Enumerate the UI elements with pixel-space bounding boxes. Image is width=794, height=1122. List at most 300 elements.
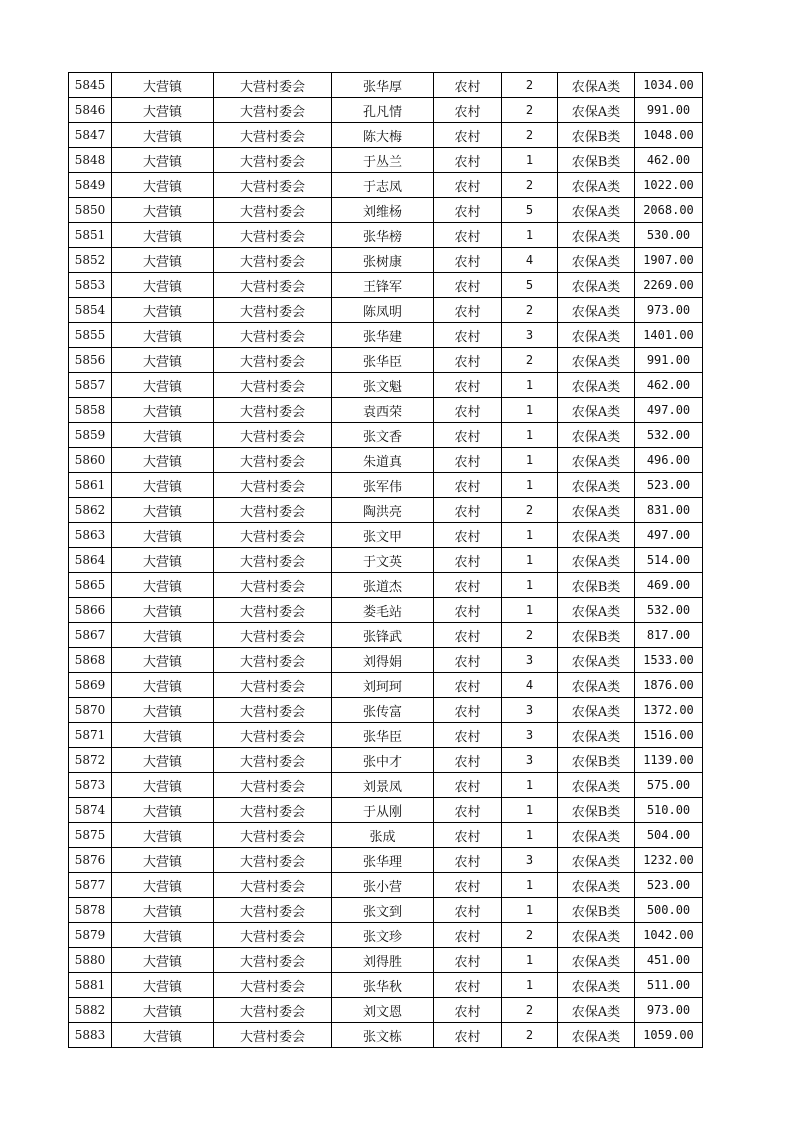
cell-village-committee: 大营村委会 xyxy=(214,823,332,848)
cell-insurance-category: 农保A类 xyxy=(558,998,635,1023)
cell-amount: 523.00 xyxy=(635,473,703,498)
cell-household-type: 农村 xyxy=(434,998,502,1023)
cell-row-id: 5866 xyxy=(69,598,112,623)
cell-village-committee: 大营村委会 xyxy=(214,173,332,198)
table-row xyxy=(69,98,703,123)
cell-amount: 991.00 xyxy=(635,98,703,123)
cell-insurance-category: 农保A类 xyxy=(558,648,635,673)
cell-member-count: 1 xyxy=(502,973,558,998)
cell-insurance-category: 农保A类 xyxy=(558,448,635,473)
cell-name: 于文英 xyxy=(332,548,434,573)
cell-row-id: 5877 xyxy=(69,873,112,898)
cell-name: 张传富 xyxy=(332,698,434,723)
cell-household-type: 农村 xyxy=(434,298,502,323)
cell-name: 张军伟 xyxy=(332,473,434,498)
table-row xyxy=(69,273,703,298)
cell-row-id: 5848 xyxy=(69,148,112,173)
cell-village-committee: 大营村委会 xyxy=(214,123,332,148)
cell-member-count: 3 xyxy=(502,848,558,873)
table-row xyxy=(69,823,703,848)
cell-insurance-category: 农保A类 xyxy=(558,698,635,723)
cell-insurance-category: 农保A类 xyxy=(558,198,635,223)
table-row xyxy=(69,373,703,398)
cell-household-type: 农村 xyxy=(434,398,502,423)
table-row xyxy=(69,698,703,723)
cell-member-count: 1 xyxy=(502,898,558,923)
cell-row-id: 5852 xyxy=(69,248,112,273)
cell-household-type: 农村 xyxy=(434,273,502,298)
cell-member-count: 1 xyxy=(502,523,558,548)
cell-town: 大营镇 xyxy=(112,98,214,123)
cell-name: 刘维杨 xyxy=(332,198,434,223)
cell-amount: 469.00 xyxy=(635,573,703,598)
cell-name: 张锋武 xyxy=(332,623,434,648)
cell-amount: 462.00 xyxy=(635,373,703,398)
table-row xyxy=(69,323,703,348)
cell-village-committee: 大营村委会 xyxy=(214,448,332,473)
cell-member-count: 1 xyxy=(502,823,558,848)
cell-insurance-category: 农保A类 xyxy=(558,423,635,448)
cell-member-count: 2 xyxy=(502,923,558,948)
cell-row-id: 5863 xyxy=(69,523,112,548)
table-row xyxy=(69,73,703,98)
cell-member-count: 1 xyxy=(502,448,558,473)
table-body xyxy=(69,73,703,1048)
cell-household-type: 农村 xyxy=(434,648,502,673)
cell-member-count: 1 xyxy=(502,798,558,823)
cell-member-count: 2 xyxy=(502,298,558,323)
cell-amount: 511.00 xyxy=(635,973,703,998)
cell-insurance-category: 农保A类 xyxy=(558,373,635,398)
cell-amount: 973.00 xyxy=(635,298,703,323)
cell-household-type: 农村 xyxy=(434,548,502,573)
cell-household-type: 农村 xyxy=(434,523,502,548)
cell-town: 大营镇 xyxy=(112,548,214,573)
cell-name: 张道杰 xyxy=(332,573,434,598)
cell-household-type: 农村 xyxy=(434,598,502,623)
cell-row-id: 5880 xyxy=(69,948,112,973)
cell-household-type: 农村 xyxy=(434,498,502,523)
cell-member-count: 3 xyxy=(502,748,558,773)
cell-amount: 1048.00 xyxy=(635,123,703,148)
cell-amount: 532.00 xyxy=(635,423,703,448)
table-row xyxy=(69,598,703,623)
cell-household-type: 农村 xyxy=(434,973,502,998)
cell-row-id: 5870 xyxy=(69,698,112,723)
cell-town: 大营镇 xyxy=(112,848,214,873)
table-row xyxy=(69,448,703,473)
cell-household-type: 农村 xyxy=(434,173,502,198)
cell-amount: 831.00 xyxy=(635,498,703,523)
cell-row-id: 5846 xyxy=(69,98,112,123)
cell-row-id: 5864 xyxy=(69,548,112,573)
cell-amount: 1401.00 xyxy=(635,323,703,348)
cell-household-type: 农村 xyxy=(434,98,502,123)
cell-row-id: 5857 xyxy=(69,373,112,398)
cell-household-type: 农村 xyxy=(434,898,502,923)
cell-name: 陈凤明 xyxy=(332,298,434,323)
cell-town: 大营镇 xyxy=(112,123,214,148)
cell-town: 大营镇 xyxy=(112,223,214,248)
cell-household-type: 农村 xyxy=(434,698,502,723)
table-row xyxy=(69,248,703,273)
cell-insurance-category: 农保A类 xyxy=(558,948,635,973)
table-row xyxy=(69,948,703,973)
cell-household-type: 农村 xyxy=(434,723,502,748)
table-row xyxy=(69,648,703,673)
cell-village-committee: 大营村委会 xyxy=(214,398,332,423)
cell-row-id: 5862 xyxy=(69,498,112,523)
cell-name: 张华理 xyxy=(332,848,434,873)
cell-village-committee: 大营村委会 xyxy=(214,898,332,923)
cell-insurance-category: 农保A类 xyxy=(558,1023,635,1048)
cell-row-id: 5847 xyxy=(69,123,112,148)
cell-row-id: 5853 xyxy=(69,273,112,298)
cell-village-committee: 大营村委会 xyxy=(214,948,332,973)
cell-village-committee: 大营村委会 xyxy=(214,373,332,398)
cell-town: 大营镇 xyxy=(112,73,214,98)
cell-amount: 1022.00 xyxy=(635,173,703,198)
cell-town: 大营镇 xyxy=(112,473,214,498)
cell-member-count: 4 xyxy=(502,248,558,273)
table-row xyxy=(69,973,703,998)
cell-row-id: 5879 xyxy=(69,923,112,948)
cell-insurance-category: 农保B类 xyxy=(558,123,635,148)
cell-household-type: 农村 xyxy=(434,198,502,223)
cell-household-type: 农村 xyxy=(434,773,502,798)
cell-name: 张小营 xyxy=(332,873,434,898)
cell-amount: 497.00 xyxy=(635,523,703,548)
cell-amount: 1907.00 xyxy=(635,248,703,273)
table-row xyxy=(69,148,703,173)
cell-insurance-category: 农保B类 xyxy=(558,623,635,648)
cell-name: 张文到 xyxy=(332,898,434,923)
cell-name: 刘得胜 xyxy=(332,948,434,973)
cell-town: 大营镇 xyxy=(112,723,214,748)
cell-village-committee: 大营村委会 xyxy=(214,873,332,898)
cell-name: 刘珂珂 xyxy=(332,673,434,698)
cell-row-id: 5851 xyxy=(69,223,112,248)
cell-row-id: 5865 xyxy=(69,573,112,598)
cell-town: 大营镇 xyxy=(112,448,214,473)
cell-amount: 530.00 xyxy=(635,223,703,248)
cell-town: 大营镇 xyxy=(112,798,214,823)
cell-member-count: 1 xyxy=(502,548,558,573)
cell-town: 大营镇 xyxy=(112,973,214,998)
cell-amount: 817.00 xyxy=(635,623,703,648)
cell-member-count: 1 xyxy=(502,573,558,598)
cell-town: 大营镇 xyxy=(112,373,214,398)
table-row xyxy=(69,748,703,773)
cell-village-committee: 大营村委会 xyxy=(214,648,332,673)
cell-row-id: 5876 xyxy=(69,848,112,873)
cell-row-id: 5878 xyxy=(69,898,112,923)
cell-amount: 523.00 xyxy=(635,873,703,898)
cell-row-id: 5861 xyxy=(69,473,112,498)
cell-village-committee: 大营村委会 xyxy=(214,698,332,723)
cell-insurance-category: 农保A类 xyxy=(558,473,635,498)
cell-member-count: 2 xyxy=(502,73,558,98)
table-row xyxy=(69,1023,703,1048)
table-row xyxy=(69,523,703,548)
cell-row-id: 5867 xyxy=(69,623,112,648)
data-table xyxy=(68,72,703,1048)
cell-household-type: 农村 xyxy=(434,223,502,248)
table-row xyxy=(69,998,703,1023)
cell-household-type: 农村 xyxy=(434,623,502,648)
cell-amount: 1516.00 xyxy=(635,723,703,748)
table-row xyxy=(69,348,703,373)
cell-village-committee: 大营村委会 xyxy=(214,323,332,348)
cell-member-count: 2 xyxy=(502,623,558,648)
cell-member-count: 1 xyxy=(502,423,558,448)
cell-village-committee: 大营村委会 xyxy=(214,923,332,948)
cell-household-type: 农村 xyxy=(434,848,502,873)
cell-village-committee: 大营村委会 xyxy=(214,623,332,648)
cell-amount: 504.00 xyxy=(635,823,703,848)
cell-row-id: 5883 xyxy=(69,1023,112,1048)
cell-town: 大营镇 xyxy=(112,148,214,173)
cell-amount: 2068.00 xyxy=(635,198,703,223)
cell-insurance-category: 农保A类 xyxy=(558,548,635,573)
cell-amount: 973.00 xyxy=(635,998,703,1023)
cell-household-type: 农村 xyxy=(434,73,502,98)
cell-amount: 451.00 xyxy=(635,948,703,973)
cell-town: 大营镇 xyxy=(112,348,214,373)
cell-village-committee: 大营村委会 xyxy=(214,498,332,523)
cell-row-id: 5859 xyxy=(69,423,112,448)
cell-amount: 2269.00 xyxy=(635,273,703,298)
cell-insurance-category: 农保A类 xyxy=(558,773,635,798)
cell-household-type: 农村 xyxy=(434,473,502,498)
cell-village-committee: 大营村委会 xyxy=(214,248,332,273)
cell-town: 大营镇 xyxy=(112,273,214,298)
cell-village-committee: 大营村委会 xyxy=(214,673,332,698)
cell-village-committee: 大营村委会 xyxy=(214,548,332,573)
table-row xyxy=(69,673,703,698)
table-row xyxy=(69,398,703,423)
cell-village-committee: 大营村委会 xyxy=(214,73,332,98)
cell-household-type: 农村 xyxy=(434,923,502,948)
cell-town: 大营镇 xyxy=(112,923,214,948)
cell-amount: 497.00 xyxy=(635,398,703,423)
cell-village-committee: 大营村委会 xyxy=(214,723,332,748)
cell-name: 刘文恩 xyxy=(332,998,434,1023)
cell-insurance-category: 农保B类 xyxy=(558,798,635,823)
cell-village-committee: 大营村委会 xyxy=(214,223,332,248)
cell-town: 大营镇 xyxy=(112,948,214,973)
table-row xyxy=(69,123,703,148)
cell-village-committee: 大营村委会 xyxy=(214,773,332,798)
cell-insurance-category: 农保A类 xyxy=(558,723,635,748)
cell-member-count: 3 xyxy=(502,698,558,723)
cell-town: 大营镇 xyxy=(112,623,214,648)
cell-insurance-category: 农保A类 xyxy=(558,298,635,323)
cell-name: 刘景凤 xyxy=(332,773,434,798)
cell-household-type: 农村 xyxy=(434,348,502,373)
cell-insurance-category: 农保A类 xyxy=(558,73,635,98)
cell-town: 大营镇 xyxy=(112,298,214,323)
cell-row-id: 5875 xyxy=(69,823,112,848)
cell-member-count: 2 xyxy=(502,998,558,1023)
cell-insurance-category: 农保A类 xyxy=(558,248,635,273)
cell-village-committee: 大营村委会 xyxy=(214,423,332,448)
cell-name: 孔凡情 xyxy=(332,98,434,123)
cell-household-type: 农村 xyxy=(434,748,502,773)
cell-household-type: 农村 xyxy=(434,448,502,473)
cell-name: 张华臣 xyxy=(332,348,434,373)
cell-name: 张华秋 xyxy=(332,973,434,998)
table-row xyxy=(69,898,703,923)
cell-name: 张中才 xyxy=(332,748,434,773)
cell-town: 大营镇 xyxy=(112,423,214,448)
cell-amount: 1876.00 xyxy=(635,673,703,698)
cell-amount: 500.00 xyxy=(635,898,703,923)
cell-village-committee: 大营村委会 xyxy=(214,1023,332,1048)
cell-household-type: 农村 xyxy=(434,798,502,823)
cell-town: 大营镇 xyxy=(112,573,214,598)
cell-household-type: 农村 xyxy=(434,673,502,698)
cell-village-committee: 大营村委会 xyxy=(214,798,332,823)
cell-amount: 1232.00 xyxy=(635,848,703,873)
cell-member-count: 2 xyxy=(502,348,558,373)
cell-member-count: 2 xyxy=(502,1023,558,1048)
cell-insurance-category: 农保A类 xyxy=(558,598,635,623)
cell-row-id: 5849 xyxy=(69,173,112,198)
cell-amount: 991.00 xyxy=(635,348,703,373)
cell-row-id: 5868 xyxy=(69,648,112,673)
cell-insurance-category: 农保A类 xyxy=(558,98,635,123)
cell-row-id: 5872 xyxy=(69,748,112,773)
cell-village-committee: 大营村委会 xyxy=(214,348,332,373)
cell-name: 张华臣 xyxy=(332,723,434,748)
cell-member-count: 1 xyxy=(502,598,558,623)
cell-village-committee: 大营村委会 xyxy=(214,973,332,998)
cell-amount: 1034.00 xyxy=(635,73,703,98)
cell-member-count: 1 xyxy=(502,948,558,973)
cell-household-type: 农村 xyxy=(434,123,502,148)
cell-amount: 462.00 xyxy=(635,148,703,173)
cell-village-committee: 大营村委会 xyxy=(214,273,332,298)
cell-household-type: 农村 xyxy=(434,148,502,173)
cell-row-id: 5882 xyxy=(69,998,112,1023)
cell-village-committee: 大营村委会 xyxy=(214,998,332,1023)
cell-town: 大营镇 xyxy=(112,198,214,223)
cell-town: 大营镇 xyxy=(112,748,214,773)
table-row xyxy=(69,573,703,598)
cell-name: 于志凤 xyxy=(332,173,434,198)
table-row xyxy=(69,873,703,898)
cell-name: 于丛兰 xyxy=(332,148,434,173)
cell-name: 张华建 xyxy=(332,323,434,348)
cell-town: 大营镇 xyxy=(112,248,214,273)
cell-member-count: 1 xyxy=(502,473,558,498)
table-row xyxy=(69,223,703,248)
cell-name: 张树康 xyxy=(332,248,434,273)
cell-village-committee: 大营村委会 xyxy=(214,98,332,123)
cell-member-count: 2 xyxy=(502,173,558,198)
table-row xyxy=(69,298,703,323)
cell-amount: 1533.00 xyxy=(635,648,703,673)
cell-insurance-category: 农保B类 xyxy=(558,573,635,598)
table-row xyxy=(69,198,703,223)
cell-member-count: 1 xyxy=(502,398,558,423)
cell-amount: 1042.00 xyxy=(635,923,703,948)
cell-insurance-category: 农保A类 xyxy=(558,323,635,348)
cell-household-type: 农村 xyxy=(434,573,502,598)
cell-town: 大营镇 xyxy=(112,823,214,848)
cell-name: 张文甲 xyxy=(332,523,434,548)
cell-name: 朱道真 xyxy=(332,448,434,473)
cell-household-type: 农村 xyxy=(434,373,502,398)
cell-insurance-category: 农保A类 xyxy=(558,173,635,198)
cell-household-type: 农村 xyxy=(434,873,502,898)
cell-name: 张文珍 xyxy=(332,923,434,948)
cell-village-committee: 大营村委会 xyxy=(214,748,332,773)
cell-town: 大营镇 xyxy=(112,898,214,923)
cell-town: 大营镇 xyxy=(112,698,214,723)
cell-household-type: 农村 xyxy=(434,1023,502,1048)
cell-town: 大营镇 xyxy=(112,773,214,798)
cell-name: 张华榜 xyxy=(332,223,434,248)
cell-insurance-category: 农保A类 xyxy=(558,673,635,698)
cell-town: 大营镇 xyxy=(112,323,214,348)
cell-name: 张文魁 xyxy=(332,373,434,398)
cell-member-count: 5 xyxy=(502,273,558,298)
cell-name: 张成 xyxy=(332,823,434,848)
cell-member-count: 2 xyxy=(502,498,558,523)
table-row xyxy=(69,623,703,648)
cell-insurance-category: 农保A类 xyxy=(558,873,635,898)
cell-town: 大营镇 xyxy=(112,673,214,698)
cell-village-committee: 大营村委会 xyxy=(214,198,332,223)
cell-row-id: 5860 xyxy=(69,448,112,473)
cell-household-type: 农村 xyxy=(434,823,502,848)
cell-member-count: 1 xyxy=(502,773,558,798)
cell-row-id: 5871 xyxy=(69,723,112,748)
cell-village-committee: 大营村委会 xyxy=(214,473,332,498)
cell-town: 大营镇 xyxy=(112,1023,214,1048)
cell-insurance-category: 农保B类 xyxy=(558,748,635,773)
cell-insurance-category: 农保A类 xyxy=(558,523,635,548)
cell-name: 张文香 xyxy=(332,423,434,448)
cell-member-count: 1 xyxy=(502,873,558,898)
table-row xyxy=(69,848,703,873)
cell-row-id: 5881 xyxy=(69,973,112,998)
cell-town: 大营镇 xyxy=(112,173,214,198)
table-row xyxy=(69,723,703,748)
cell-amount: 575.00 xyxy=(635,773,703,798)
cell-name: 于从刚 xyxy=(332,798,434,823)
cell-row-id: 5854 xyxy=(69,298,112,323)
cell-member-count: 3 xyxy=(502,648,558,673)
cell-name: 陶洪亮 xyxy=(332,498,434,523)
cell-amount: 514.00 xyxy=(635,548,703,573)
table-row xyxy=(69,798,703,823)
cell-insurance-category: 农保A类 xyxy=(558,498,635,523)
table-row xyxy=(69,923,703,948)
table-row xyxy=(69,498,703,523)
cell-amount: 496.00 xyxy=(635,448,703,473)
cell-member-count: 3 xyxy=(502,323,558,348)
cell-member-count: 2 xyxy=(502,123,558,148)
table-row xyxy=(69,548,703,573)
cell-village-committee: 大营村委会 xyxy=(214,148,332,173)
cell-amount: 510.00 xyxy=(635,798,703,823)
cell-insurance-category: 农保A类 xyxy=(558,823,635,848)
cell-member-count: 1 xyxy=(502,373,558,398)
cell-insurance-category: 农保A类 xyxy=(558,848,635,873)
